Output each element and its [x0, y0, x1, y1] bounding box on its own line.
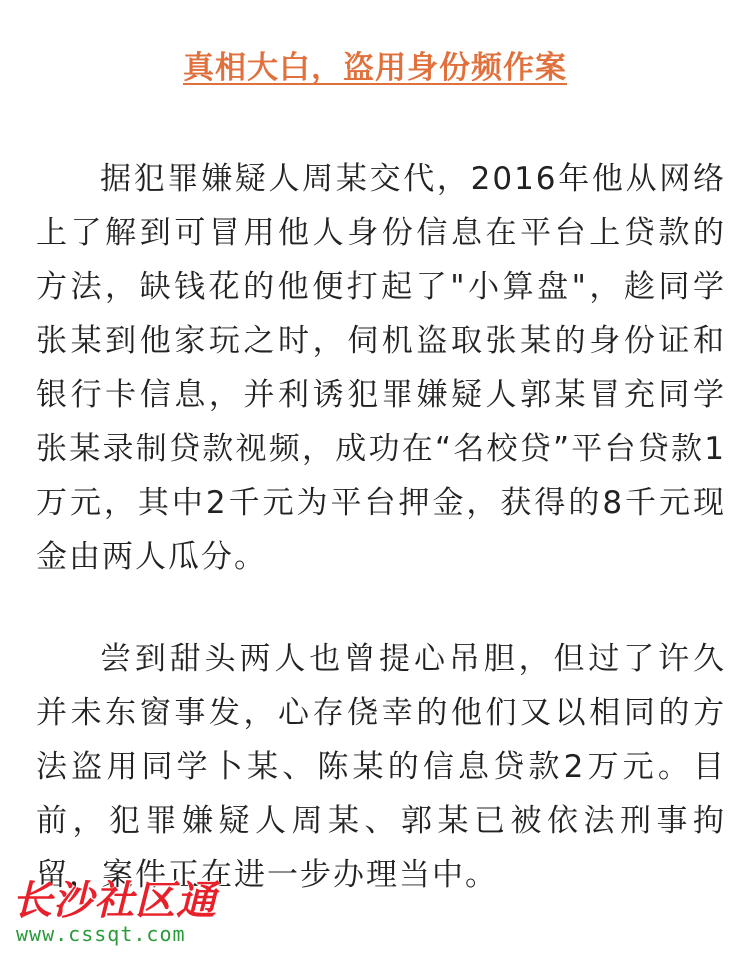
article-heading — [0, 44, 750, 92]
site-watermark — [12, 878, 272, 948]
article-heading-text: 真相大白，盗用身份频作案 — [183, 50, 567, 86]
watermark-logo-text: 长沙社区通 — [12, 878, 217, 924]
watermark-url: www.cssqt.com — [16, 922, 186, 946]
article-paragraph-1: 据犯罪嫌疑人周某交代，2016年他从网络上了解到可冒用他人身份信息在平台上贷款的方法，缺钱花的他便打起了"小算盘"，趁同学张某到他家玩之时，伺机盗取张某的身份证和银行卡信息，并利诱犯罪嫌疑人郭某冒充同学张某录制贷款视频，成功在“名校贷”平台贷款1万元，其中2千元为平台押金，获得的8千元现金由两人瓜分。 — [36, 161, 726, 575]
article-paragraph-2: 尝到甜头两人也曾提心吊胆，但过了许久并未东窗事发，心存侥幸的他们又以相同的方法盗用同学卜某、陈某的信息贷款2万元。目前，犯罪嫌疑人周某、郭某已被依法刑事拘留，案件正在进一步办理当中。 — [36, 641, 726, 893]
